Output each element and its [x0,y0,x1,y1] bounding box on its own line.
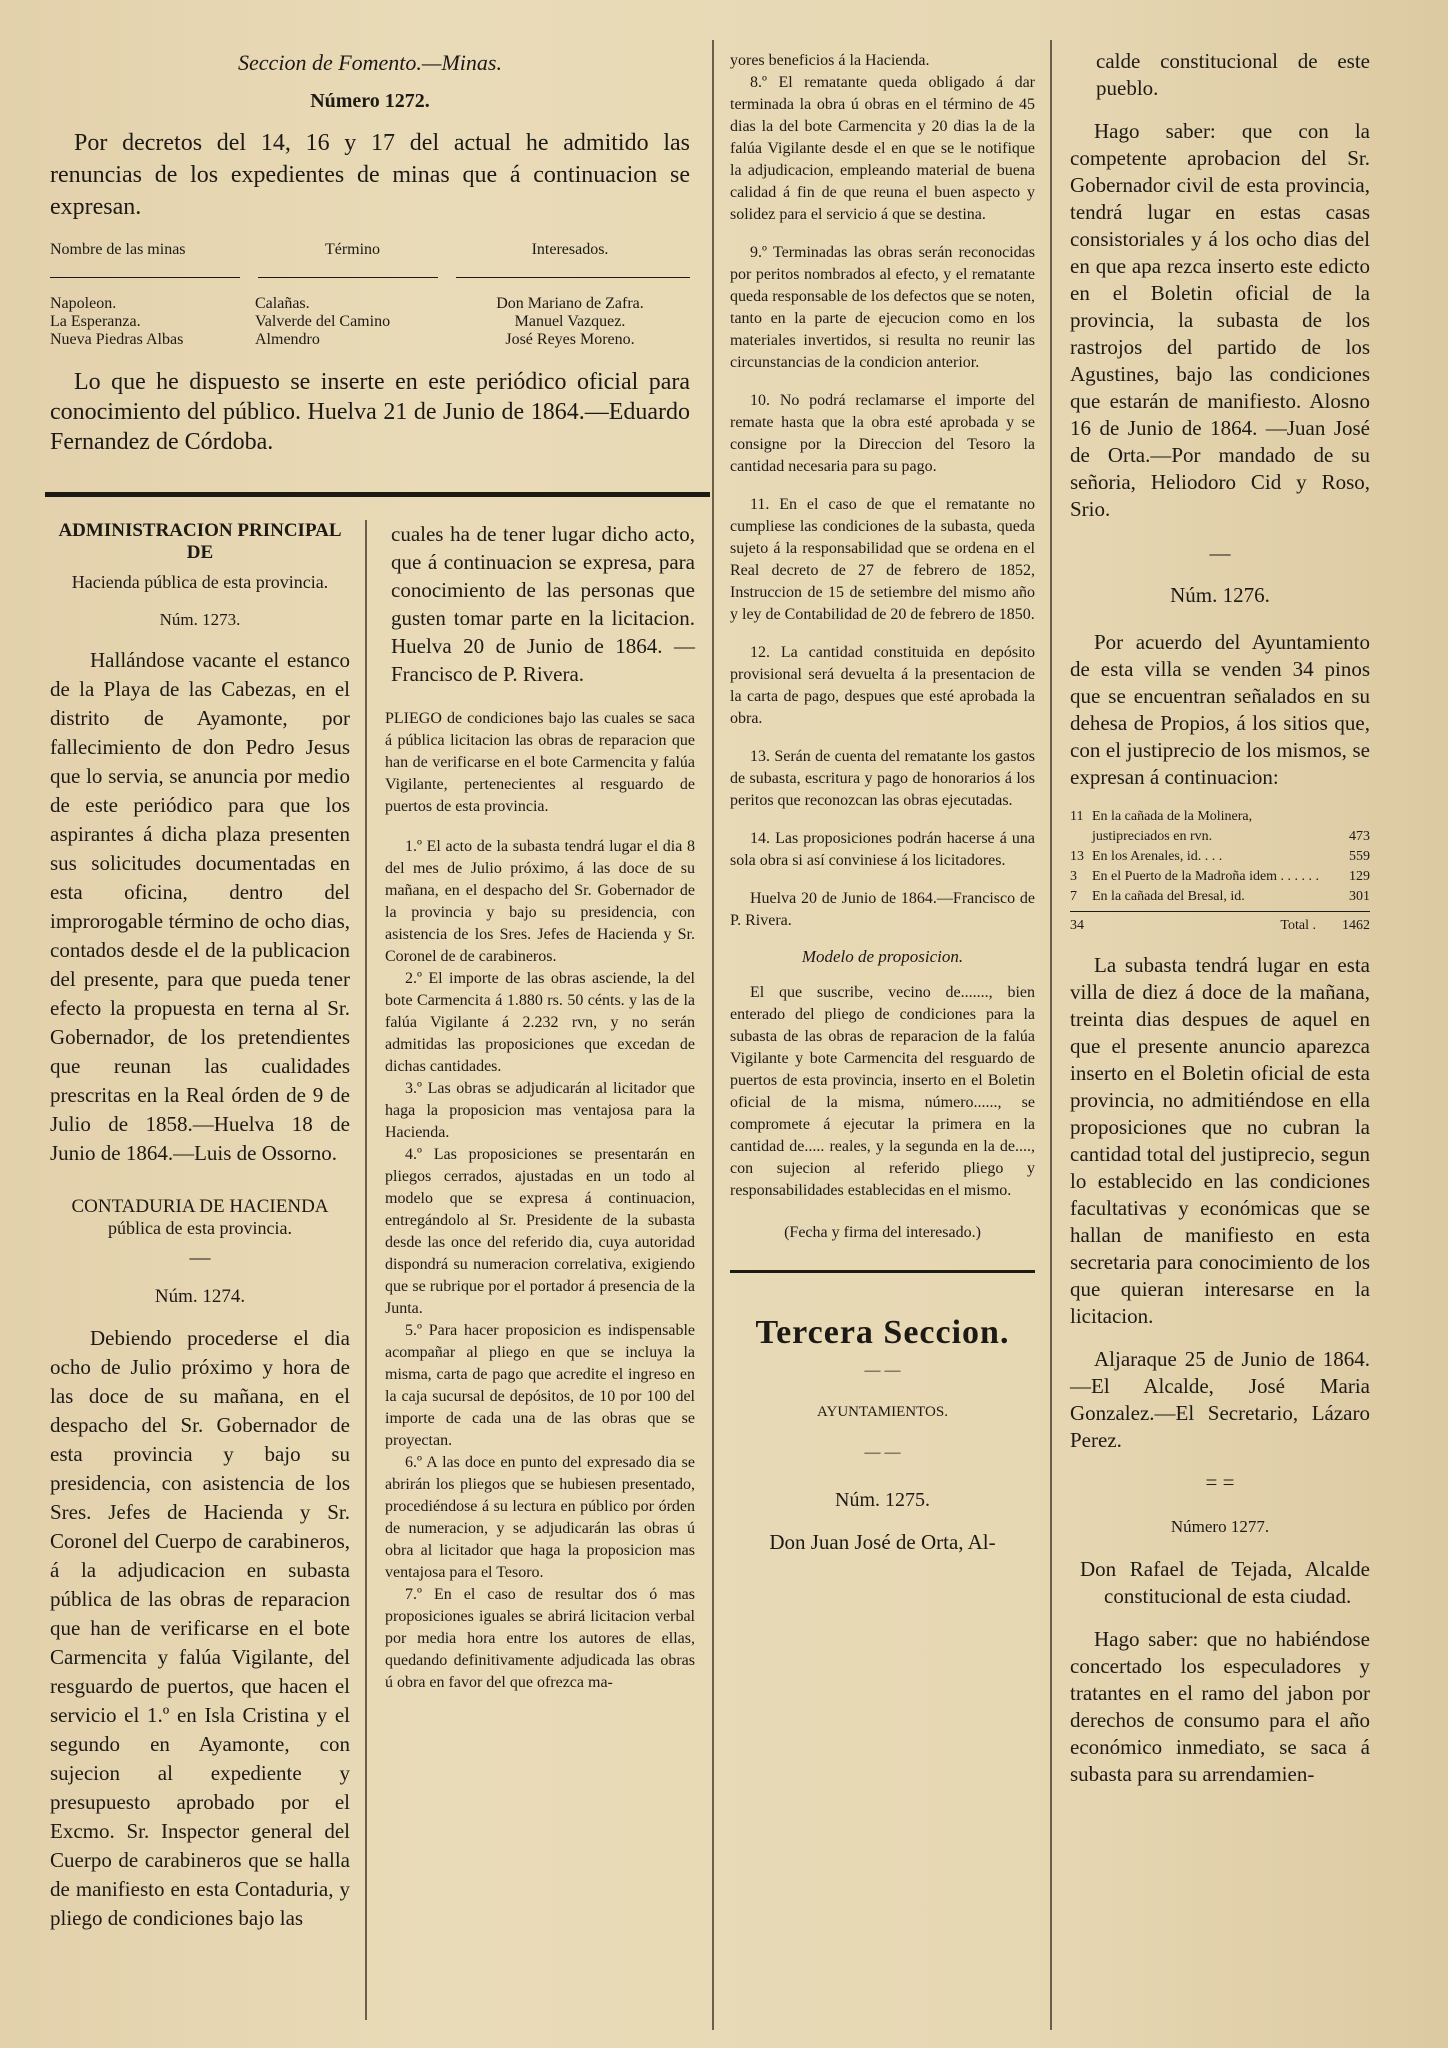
fomento-minas-block [50,50,690,457]
table-total-row: 34 Total . 1462 [1070,918,1370,933]
ayuntamientos-heading: AYUNTAMIENTOS. [817,1404,948,1420]
tercera-seccion-title: Tercera Seccion. [755,1314,1010,1351]
col-header-mines: Nombre de las minas [50,241,186,258]
condition-3: 3.º Las obras se adjudicarán al licitador que haga la proposicion mas ventajosa para la Hacienda. [385,1080,695,1141]
text-1276b: La subasta tendrá lugar en esta villa de diez á doce de la mañana, treinta dias despues de aquel en que el presente anuncio aparezca inserto en el Boletin oficial de esta provincia, no admitiéndose en ella proposiciones que no cubran la cantidad total del justiprecio, segun lo establecido en las condiciones facultativas y económicas que se hallan de manifiesto en esta secretaria para conocimiento de los que quieran interesarse en la licitacion. [1070,953,1370,1328]
column-rule [365,520,367,2020]
condition-9: 9.º Terminadas las obras serán reconocidas por peritos nombrados al efecto, y el rematante queda responsable de los defectos que se noten, tanto en la parte de ejecucion como en los materiales invertidos, si resulta no reunir las circunstancias de la condicion anterior. [730,244,1035,371]
table-row: 3 En el Puerto de la Madroña idem . . . . . . 129 [1070,869,1370,884]
col-header-interested: Interesados. [531,241,609,258]
condition-12: 12. La cantidad constituida en depósito provisional será devuelta á la presentacion de la carta de pago, despues que esté aprobada la obra. [730,644,1035,727]
contaduria-subheading: pública de esta provincia. [108,1218,292,1238]
notice-closing: Lo que he dispuesto se inserte en este periódico oficial para conocimiento del público. Huelva 21 de Junio de 1864.—Eduardo Fernandez de Córdoba. [50,369,690,455]
condition-13: 13. Serán de cuenta del rematante los gastos de subasta, escritura y pago de honorarios á los peritos que reconozcan las obras ejecutadas. [730,748,1035,809]
text-1275: Hago saber: que con la competente aprobacion del Sr. Gobernador civil de esta provincia, tendrá lugar en estas casas consistoriales y á los ocho dias del en que apa rezca inserto este edicto en el Boletin oficial de la provincia, la subasta de los rastrojos del partido de los Agustines, bajo las condiciones que estarán de manifiesto. Alosno 16 de Junio de 1864. —Juan José de Orta.—Por mandado de su señoria, Heliodoro Cid y Roso, Srio. [1070,119,1370,521]
continued-text: calde constitucional de este pueblo. [1096,49,1370,100]
condition-5: 5.º Para hacer proposicion es indispensable acompañar al pliego en que se incluya la misma, carta de pago que acredite el ingreso en la caja sucursal de depósitos, de 10 por 100 del importe de cada una de las obras que se proyectan. [385,1322,695,1449]
admin-subheading: Hacienda pública de esta provincia. [71,572,329,592]
start-1275: Don Juan José de Orta, Al- [769,1530,996,1554]
modelo-signature: (Fecha y firma del interesado.) [784,1224,981,1241]
number-1273: Núm. 1273. [159,610,241,629]
table-row: Nueva Piedras Albas Almendro José Reyes Moreno. [50,331,635,348]
condition-2: 2.º El importe de las obras asciende, la del bote Carmencita á 1.880 rs. 50 cénts. y las de la falúa Vigilante á 2.232 rvn, y no serán admitidas las proposiciones que excedan de dichas cantidades. [385,970,695,1075]
table-row: Napoleon. Calañas. Don Mariano de Zafra. [50,295,644,312]
table-header-row [50,241,690,259]
column-rule [712,40,714,2030]
section-heading: Seccion de Fomento.—Minas. [238,50,502,75]
number-1274: Núm. 1274. [154,1286,246,1307]
text-1277: Hago saber: que no habiéndose concertado los especuladores y tratantes en el ramo del jabon por derechos de consumo para el año económico inmediato, se saca á subasta para su arrendamien- [1070,1627,1370,1786]
contaduria-heading: CONTADURIA DE HACIENDA [71,1196,329,1217]
column-hacienda [50,520,350,1933]
divider [730,1270,1035,1273]
modelo-title: Modelo de proposicion. [801,947,964,966]
table-row: 11 En la cañada de la Molinera, justipreciados en rvn. 473 [1070,809,1370,844]
condition-6: 6.º A las doce en punto del expresado dia se abrirán los pliegos que se hubiesen presentado, procediéndose á su lectura en público por órden de numeracion, y se adjudicarán las obras ú obra al licitador que haga la proposicion mas ventajosa para el Tesoro. [385,1454,695,1581]
column-conditions-continued [730,50,1035,1553]
continued-text: cuales ha de tener lugar dicho acto, que á continuacion se expresa, para conocimiento de las personas que gusten tomar parte en la licitacion. Huelva 20 de Junio de 1864. —Francisco de P. Rivera. [391,522,695,686]
dash-separator: — — [864,1362,901,1379]
condition-14: 14. Las proposiciones podrán hacerse á una sola obra si así conviniese á los licitadores. [730,830,1035,869]
table-row: La Esperanza. Valverde del Camino Manuel Vazquez. [50,313,626,330]
condition-10: 10. No podrá reclamarse el importe del remate hasta que la obra esté aprobada y se consigne por la Direccion del Tesoro la cantidad necesaria para su pago. [730,392,1035,475]
col-header-term: Término [324,241,381,258]
dash-separator: — [189,1245,211,1269]
number-1277: Número 1277. [1170,1517,1270,1536]
dash-separator: — [1209,541,1231,565]
signature-rivera: Huelva 20 de Junio de 1864.—Francisco de P. Rivera. [730,890,1035,929]
admin-heading: ADMINISTRACION PRINCIPAL DE [58,520,342,563]
section-divider [45,492,710,497]
condition-8: 8.º El rematante queda obligado á dar terminada la obra ú obras en el término de 45 dias la del bote Carmencita y 20 dias la de la falúa Vigilante desde el en que se le notifique la adjudicacion, empleando material de buena calidad á fin de que reuna el buen aspecto y solidez para el servicio á que se destina. [730,74,1035,223]
pinos-table [1070,807,1370,936]
number-1276: Núm. 1276. [1170,583,1270,607]
column-pliego [385,520,695,1694]
condition-1: 1.º El acto de la subasta tendrá lugar el dia 8 del mes de Julio próximo, á las doce de su mañana, en el despacho del Sr. Gobernador de la provincia y bajo su presidencia, con asistencia de los Sres. Jefes de Hacienda y Sr. Coronel de de carabineros. [385,838,695,965]
notice-number: Número 1272. [310,90,430,112]
continued-text: yores beneficios á la Hacienda. [730,52,930,69]
dash-separator: — — [864,1444,901,1461]
double-dash-separator: = = [1205,1470,1235,1494]
column-rule [1050,40,1052,2030]
number-1275: Núm. 1275. [835,1489,930,1511]
table-row: 7 En la cañada del Bresal, id. 301 [1070,889,1370,904]
notice-intro: Por decretos del 14, 16 y 17 del actual he admitido las renuncias de los expedientes de minas que á continuacion se expresan. [50,130,690,220]
condition-7: 7.º En el caso de resultar dos ó mas proposiciones iguales se abrirá licitacion verbal por media hora entre los autores de ellas, quedando definitivamente adjudicada las obras ú obra en favor del que ofrezca ma- [385,1586,695,1691]
condition-4: 4.º Las proposiciones se presentarán en pliegos cerrados, ajustadas en un todo al modelo que se expresa á continuacion, entregándolo al Sr. Presidente de la subasta desde las once del referido dia, cuya autoridad dispondrá su numeracion correlativa, exigiendo que se rubrique por el portador á presencia de la Junta. [385,1146,695,1317]
text-1276: Por acuerdo del Ayuntamiento de esta villa se venden 34 pinos que se encuentran señalados en su dehesa de Propios, á los sitios que, con el justiprecio de los mismos, se expresan á continuacion: [1070,630,1370,789]
modelo-text: El que suscribe, vecino de......., bien enterado del pliego de condiciones para la subasta de las obras de reparacion de la falúa Vigilante y bote Carmencita del resguardo de puertos de esta provincia, inserto en el Boletin oficial de la misma, número......, se compromete á ejecutar la primera en la cantidad de..... reales, y la segunda en la de...., con sujecion al referido pliego y responsabilidades establecidas en el mismo. [730,984,1035,1199]
table-row: 13 En los Arenales, id. . . . 559 [1070,849,1370,864]
pliego-heading: PLIEGO de condiciones bajo las cuales se saca á pública licitacion las obras de reparacion que han de verificarse en el bote Carmencita y falúa Vigilante, pertenecientes al resguardo de puertos de esta provincia. [385,710,695,815]
condition-11: 11. En el caso de que el rematante no cumpliese las condiciones de la subasta, queda sujeto á la responsabilidad que se ordena en el Real decreto de 27 de febrero de 1852, Instruccion de 15 de setiembre del mismo año y ley de Contabilidad de 20 de febrero de 1850. [730,496,1035,623]
heading-1277: Don Rafael de Tejada, Alcalde constitucional de esta ciudad. [1080,1557,1370,1608]
text-1274: Debiendo procederse el dia ocho de Julio próximo y hora de las doce de su mañana, en el despacho del Sr. Gobernador de esta provincia y bajo su presidencia, con asistencia de los Sres. Jefes de Hacienda y Sr. Coronel del Cuerpo de carabineros, á la adjudicacion en subasta pública de las obras de reparacion que han de verificarse en el bote Carmencita y falúa Vigilante, del resguardo de puertos, que hacen el servicio el 1.º en Isla Cristina y el segundo en Ayamonte, con sujecion al expediente y presupuesto aprobado por el Excmo. Sr. Inspector general del Cuerpo de carabineros que se halla de manifiesto en esta Contaduria, y pliego de condiciones bajo las [50,1326,350,1930]
mines-table [50,241,690,349]
column-ayuntamientos [1070,48,1370,1788]
text-1273: Hallándose vacante el estanco de la Playa de las Cabezas, en el distrito de Ayamonte, por fallecimiento de don Pedro Jesus que lo servia, se anuncia por medio de este periódico para que los aspirantes á dicha plaza presenten sus solicitudes documentadas en esta oficina, dentro del improrogable término de ocho dias, contados desde el de la publicacion del presente, para que pueda tener efecto la propuesta en terna al Sr. Gobernador, de los pretendientes que reunan las cualidades prescritas en la Real órden de 9 de Julio de 1858.—Huelva 18 de Junio de 1864.—Luis de Ossorno. [50,648,350,1165]
signature-1276: Aljaraque 25 de Junio de 1864.—El Alcalde, José Maria Gonzalez.—El Secretario, Lázaro Perez. [1070,1347,1370,1452]
conditions-list [385,836,695,1694]
